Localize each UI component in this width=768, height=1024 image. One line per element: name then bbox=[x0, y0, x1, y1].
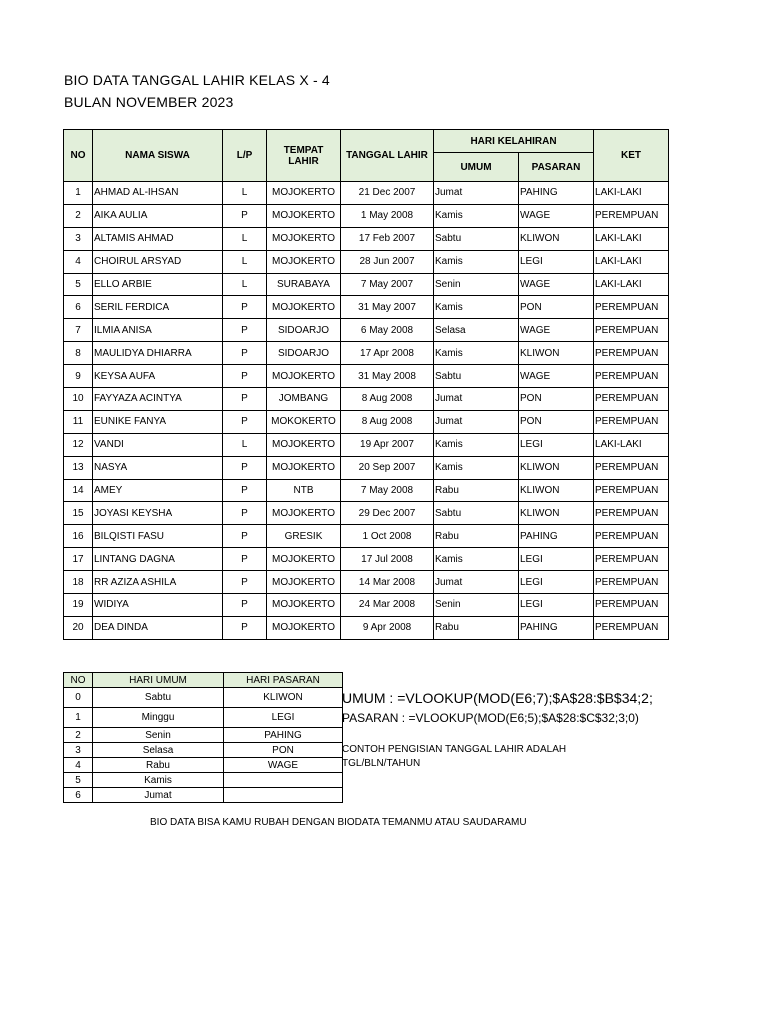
cell-ket: PEREMPUAN bbox=[594, 616, 669, 639]
ref-cell-umum: Jumat bbox=[93, 788, 224, 803]
ref-row bbox=[64, 758, 343, 773]
cell-nama: KEYSA AUFA bbox=[93, 365, 223, 388]
cell-no: 6 bbox=[64, 296, 93, 319]
cell-pasaran: WAGE bbox=[519, 365, 594, 388]
cell-ket: PEREMPUAN bbox=[594, 296, 669, 319]
cell-nama: ELLO ARBIE bbox=[93, 273, 223, 296]
cell-tanggal: 17 Apr 2008 bbox=[341, 342, 434, 365]
cell-pasaran: LEGI bbox=[519, 548, 594, 571]
table-row bbox=[64, 433, 669, 456]
cell-tanggal: 17 Jul 2008 bbox=[341, 548, 434, 571]
cell-umum: Senin bbox=[434, 273, 519, 296]
header-umum: UMUM bbox=[434, 153, 519, 182]
ref-cell-umum: Rabu bbox=[93, 758, 224, 773]
cell-umum: Jumat bbox=[434, 388, 519, 411]
cell-tempat: MOJOKERTO bbox=[267, 616, 341, 639]
cell-pasaran: KLIWON bbox=[519, 502, 594, 525]
table-row bbox=[64, 616, 669, 639]
ref-cell-umum: Sabtu bbox=[93, 688, 224, 708]
cell-umum: Rabu bbox=[434, 479, 519, 502]
cell-umum: Selasa bbox=[434, 319, 519, 342]
table-row bbox=[64, 388, 669, 411]
cell-tanggal: 29 Dec 2007 bbox=[341, 502, 434, 525]
cell-no: 13 bbox=[64, 456, 93, 479]
ref-row bbox=[64, 728, 343, 743]
cell-ket: PEREMPUAN bbox=[594, 548, 669, 571]
table-row bbox=[64, 250, 669, 273]
cell-pasaran: LEGI bbox=[519, 594, 594, 617]
cell-tanggal: 1 Oct 2008 bbox=[341, 525, 434, 548]
header-ket: KET bbox=[594, 130, 669, 182]
cell-nama: DEA DINDA bbox=[93, 616, 223, 639]
table-row bbox=[64, 296, 669, 319]
ref-cell-no: 1 bbox=[64, 708, 93, 728]
cell-nama: AHMAD AL-IHSAN bbox=[93, 182, 223, 205]
cell-no: 15 bbox=[64, 502, 93, 525]
cell-umum: Kamis bbox=[434, 342, 519, 365]
cell-nama: WIDIYA bbox=[93, 594, 223, 617]
ref-cell-pasaran: PAHING bbox=[224, 728, 343, 743]
cell-no: 16 bbox=[64, 525, 93, 548]
cell-no: 9 bbox=[64, 365, 93, 388]
cell-pasaran: KLIWON bbox=[519, 479, 594, 502]
page-title: BIO DATA TANGGAL LAHIR KELAS X - 4 bbox=[64, 72, 330, 88]
cell-ket: PEREMPUAN bbox=[594, 525, 669, 548]
cell-nama: JOYASI KEYSHA bbox=[93, 502, 223, 525]
header-no: NO bbox=[64, 130, 93, 182]
cell-umum: Kamis bbox=[434, 296, 519, 319]
header-tempat-lahir: TEMPAT LAHIR bbox=[267, 130, 341, 182]
cell-lp: P bbox=[223, 365, 267, 388]
ref-cell-pasaran: LEGI bbox=[224, 708, 343, 728]
ref-row bbox=[64, 773, 343, 788]
cell-lp: P bbox=[223, 204, 267, 227]
ref-cell-no: 3 bbox=[64, 743, 93, 758]
cell-tanggal: 21 Dec 2007 bbox=[341, 182, 434, 205]
cell-tempat: GRESIK bbox=[267, 525, 341, 548]
cell-lp: P bbox=[223, 456, 267, 479]
footer-note: BIO DATA BISA KAMU RUBAH DENGAN BIODATA TEMANMU ATAU SAUDARAMU bbox=[150, 817, 527, 828]
cell-ket: LAKI-LAKI bbox=[594, 273, 669, 296]
cell-nama: BILQISTI FASU bbox=[93, 525, 223, 548]
cell-tempat: MOJOKERTO bbox=[267, 227, 341, 250]
cell-pasaran: PON bbox=[519, 410, 594, 433]
cell-nama: ILMIA ANISA bbox=[93, 319, 223, 342]
cell-ket: PEREMPUAN bbox=[594, 456, 669, 479]
cell-tempat: MOJOKERTO bbox=[267, 548, 341, 571]
cell-umum: Sabtu bbox=[434, 365, 519, 388]
ref-cell-umum: Senin bbox=[93, 728, 224, 743]
table-row bbox=[64, 319, 669, 342]
cell-ket: LAKI-LAKI bbox=[594, 433, 669, 456]
cell-lp: L bbox=[223, 273, 267, 296]
table-row bbox=[64, 548, 669, 571]
cell-tempat: MOJOKERTO bbox=[267, 250, 341, 273]
cell-pasaran: KLIWON bbox=[519, 342, 594, 365]
cell-lp: P bbox=[223, 502, 267, 525]
cell-umum: Rabu bbox=[434, 525, 519, 548]
cell-tempat: SURABAYA bbox=[267, 273, 341, 296]
cell-ket: PEREMPUAN bbox=[594, 410, 669, 433]
cell-pasaran: WAGE bbox=[519, 204, 594, 227]
cell-lp: P bbox=[223, 410, 267, 433]
cell-pasaran: PAHING bbox=[519, 616, 594, 639]
cell-tempat: MOJOKERTO bbox=[267, 365, 341, 388]
ref-cell-umum: Selasa bbox=[93, 743, 224, 758]
date-format-example: TGL/BLN/TAHUN bbox=[342, 758, 421, 769]
cell-tanggal: 7 May 2008 bbox=[341, 479, 434, 502]
cell-nama: FAYYAZA ACINTYA bbox=[93, 388, 223, 411]
ref-cell-no: 6 bbox=[64, 788, 93, 803]
cell-no: 19 bbox=[64, 594, 93, 617]
cell-lp: P bbox=[223, 525, 267, 548]
cell-ket: LAKI-LAKI bbox=[594, 227, 669, 250]
cell-tempat: JOMBANG bbox=[267, 388, 341, 411]
cell-pasaran: LEGI bbox=[519, 433, 594, 456]
cell-ket: PEREMPUAN bbox=[594, 594, 669, 617]
header-hari-kelahiran: HARI KELAHIRAN bbox=[434, 130, 594, 153]
ref-row bbox=[64, 688, 343, 708]
table-row bbox=[64, 525, 669, 548]
ref-header-hari-pasaran: HARI PASARAN bbox=[224, 673, 343, 688]
cell-nama: ALTAMIS AHMAD bbox=[93, 227, 223, 250]
biodata-table bbox=[63, 129, 669, 640]
cell-ket: PEREMPUAN bbox=[594, 571, 669, 594]
header-pasaran: PASARAN bbox=[519, 153, 594, 182]
cell-tempat: SIDOARJO bbox=[267, 342, 341, 365]
cell-pasaran: LEGI bbox=[519, 250, 594, 273]
formula-umum: UMUM : =VLOOKUP(MOD(E6;7);$A$28:$B$34;2; bbox=[342, 690, 653, 706]
header-tanggal-lahir: TANGGAL LAHIR bbox=[341, 130, 434, 182]
ref-cell-pasaran: PON bbox=[224, 743, 343, 758]
cell-no: 20 bbox=[64, 616, 93, 639]
cell-nama: RR AZIZA ASHILA bbox=[93, 571, 223, 594]
cell-no: 12 bbox=[64, 433, 93, 456]
cell-umum: Jumat bbox=[434, 182, 519, 205]
cell-lp: L bbox=[223, 227, 267, 250]
cell-no: 8 bbox=[64, 342, 93, 365]
cell-tempat: SIDOARJO bbox=[267, 319, 341, 342]
ref-cell-umum: Minggu bbox=[93, 708, 224, 728]
cell-pasaran: PAHING bbox=[519, 525, 594, 548]
table-row bbox=[64, 410, 669, 433]
ref-row bbox=[64, 743, 343, 758]
cell-nama: AIKA AULIA bbox=[93, 204, 223, 227]
cell-pasaran: PON bbox=[519, 388, 594, 411]
cell-umum: Jumat bbox=[434, 410, 519, 433]
ref-cell-no: 2 bbox=[64, 728, 93, 743]
cell-tempat: MOJOKERTO bbox=[267, 502, 341, 525]
cell-tanggal: 17 Feb 2007 bbox=[341, 227, 434, 250]
cell-lp: P bbox=[223, 296, 267, 319]
table-row bbox=[64, 273, 669, 296]
cell-umum: Sabtu bbox=[434, 227, 519, 250]
cell-lp: P bbox=[223, 319, 267, 342]
table-row bbox=[64, 182, 669, 205]
cell-nama: AMEY bbox=[93, 479, 223, 502]
table-row bbox=[64, 594, 669, 617]
page-subtitle: BULAN NOVEMBER 2023 bbox=[64, 94, 234, 110]
ref-cell-pasaran: KLIWON bbox=[224, 688, 343, 708]
cell-no: 4 bbox=[64, 250, 93, 273]
cell-umum: Kamis bbox=[434, 456, 519, 479]
cell-nama: NASYA bbox=[93, 456, 223, 479]
cell-no: 2 bbox=[64, 204, 93, 227]
ref-row bbox=[64, 788, 343, 803]
reference-table bbox=[63, 672, 343, 803]
cell-umum: Kamis bbox=[434, 433, 519, 456]
cell-umum: Rabu bbox=[434, 616, 519, 639]
cell-lp: L bbox=[223, 433, 267, 456]
cell-nama: SERIL FERDICA bbox=[93, 296, 223, 319]
cell-no: 10 bbox=[64, 388, 93, 411]
header-nama-siswa: NAMA SISWA bbox=[93, 130, 223, 182]
cell-tempat: NTB bbox=[267, 479, 341, 502]
cell-lp: P bbox=[223, 571, 267, 594]
ref-cell-pasaran: WAGE bbox=[224, 758, 343, 773]
cell-tanggal: 6 May 2008 bbox=[341, 319, 434, 342]
ref-cell-umum: Kamis bbox=[93, 773, 224, 788]
cell-tanggal: 31 May 2008 bbox=[341, 365, 434, 388]
cell-tempat: MOKOKERTO bbox=[267, 410, 341, 433]
table-row bbox=[64, 204, 669, 227]
cell-umum: Kamis bbox=[434, 204, 519, 227]
cell-pasaran: KLIWON bbox=[519, 456, 594, 479]
cell-nama: VANDI bbox=[93, 433, 223, 456]
cell-pasaran: PAHING bbox=[519, 182, 594, 205]
cell-pasaran: KLIWON bbox=[519, 227, 594, 250]
ref-cell-pasaran bbox=[224, 788, 343, 803]
table-row bbox=[64, 502, 669, 525]
table-row bbox=[64, 227, 669, 250]
table-row bbox=[64, 365, 669, 388]
cell-pasaran: LEGI bbox=[519, 571, 594, 594]
cell-tempat: MOJOKERTO bbox=[267, 296, 341, 319]
cell-no: 5 bbox=[64, 273, 93, 296]
cell-umum: Jumat bbox=[434, 571, 519, 594]
cell-tempat: MOJOKERTO bbox=[267, 204, 341, 227]
cell-pasaran: WAGE bbox=[519, 319, 594, 342]
cell-ket: PEREMPUAN bbox=[594, 204, 669, 227]
table-row bbox=[64, 479, 669, 502]
cell-pasaran: WAGE bbox=[519, 273, 594, 296]
cell-ket: PEREMPUAN bbox=[594, 365, 669, 388]
reference-rows bbox=[64, 688, 343, 803]
cell-lp: P bbox=[223, 342, 267, 365]
cell-lp: P bbox=[223, 616, 267, 639]
cell-ket: PEREMPUAN bbox=[594, 502, 669, 525]
cell-no: 14 bbox=[64, 479, 93, 502]
cell-nama: CHOIRUL ARSYAD bbox=[93, 250, 223, 273]
cell-ket: PEREMPUAN bbox=[594, 388, 669, 411]
cell-tanggal: 20 Sep 2007 bbox=[341, 456, 434, 479]
cell-no: 3 bbox=[64, 227, 93, 250]
cell-tanggal: 31 May 2007 bbox=[341, 296, 434, 319]
cell-lp: P bbox=[223, 479, 267, 502]
table-row bbox=[64, 342, 669, 365]
cell-tanggal: 28 Jun 2007 bbox=[341, 250, 434, 273]
ref-cell-no: 5 bbox=[64, 773, 93, 788]
cell-ket: LAKI-LAKI bbox=[594, 250, 669, 273]
cell-no: 7 bbox=[64, 319, 93, 342]
cell-umum: Kamis bbox=[434, 250, 519, 273]
cell-ket: PEREMPUAN bbox=[594, 319, 669, 342]
cell-no: 1 bbox=[64, 182, 93, 205]
ref-cell-no: 0 bbox=[64, 688, 93, 708]
formula-pasaran: PASARAN : =VLOOKUP(MOD(E6;5);$A$28:$C$32;3;0) bbox=[342, 711, 639, 725]
cell-lp: P bbox=[223, 594, 267, 617]
cell-tanggal: 7 May 2007 bbox=[341, 273, 434, 296]
cell-tanggal: 1 May 2008 bbox=[341, 204, 434, 227]
cell-tempat: MOJOKERTO bbox=[267, 594, 341, 617]
cell-lp: P bbox=[223, 388, 267, 411]
cell-tanggal: 14 Mar 2008 bbox=[341, 571, 434, 594]
header-lp: L/P bbox=[223, 130, 267, 182]
biodata-rows bbox=[64, 182, 669, 640]
cell-pasaran: PON bbox=[519, 296, 594, 319]
cell-tempat: MOJOKERTO bbox=[267, 456, 341, 479]
cell-tanggal: 8 Aug 2008 bbox=[341, 388, 434, 411]
ref-cell-no: 4 bbox=[64, 758, 93, 773]
cell-no: 18 bbox=[64, 571, 93, 594]
cell-lp: L bbox=[223, 182, 267, 205]
ref-cell-pasaran bbox=[224, 773, 343, 788]
cell-ket: PEREMPUAN bbox=[594, 479, 669, 502]
cell-tempat: MOJOKERTO bbox=[267, 182, 341, 205]
cell-nama: LINTANG DAGNA bbox=[93, 548, 223, 571]
cell-no: 11 bbox=[64, 410, 93, 433]
cell-lp: P bbox=[223, 548, 267, 571]
cell-tempat: MOJOKERTO bbox=[267, 433, 341, 456]
ref-header-no: NO bbox=[64, 673, 93, 688]
cell-umum: Kamis bbox=[434, 548, 519, 571]
cell-tanggal: 8 Aug 2008 bbox=[341, 410, 434, 433]
cell-nama: MAULIDYA DHIARRA bbox=[93, 342, 223, 365]
date-format-note: CONTOH PENGISIAN TANGGAL LAHIR ADALAH bbox=[342, 744, 567, 755]
cell-ket: PEREMPUAN bbox=[594, 342, 669, 365]
ref-header-hari-umum: HARI UMUM bbox=[93, 673, 224, 688]
cell-lp: L bbox=[223, 250, 267, 273]
table-row bbox=[64, 456, 669, 479]
cell-tempat: MOJOKERTO bbox=[267, 571, 341, 594]
ref-row bbox=[64, 708, 343, 728]
cell-umum: Sabtu bbox=[434, 502, 519, 525]
table-row bbox=[64, 571, 669, 594]
cell-ket: LAKI-LAKI bbox=[594, 182, 669, 205]
cell-tanggal: 24 Mar 2008 bbox=[341, 594, 434, 617]
cell-tanggal: 19 Apr 2007 bbox=[341, 433, 434, 456]
cell-no: 17 bbox=[64, 548, 93, 571]
cell-tanggal: 9 Apr 2008 bbox=[341, 616, 434, 639]
cell-nama: EUNIKE FANYA bbox=[93, 410, 223, 433]
cell-umum: Senin bbox=[434, 594, 519, 617]
